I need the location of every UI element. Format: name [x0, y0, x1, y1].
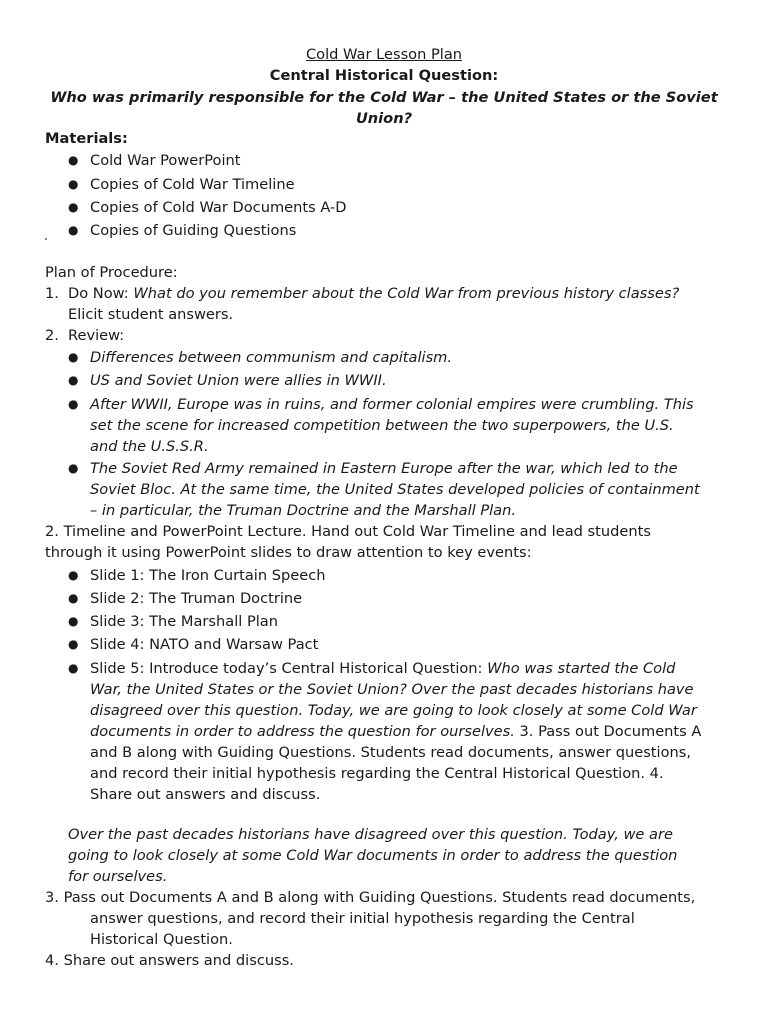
bullet-icon: ●	[68, 223, 79, 237]
review-item	[90, 394, 694, 415]
slide5-italic: War, the United States or the Soviet Union? Over the past decades historians have	[90, 681, 694, 698]
slide5-text: 3. Pass out Documents A	[514, 723, 702, 740]
review-item	[90, 370, 387, 391]
slide5-lead: Slide 5: Introduce today’s Central Historical Question:	[90, 660, 488, 677]
step3-line: 3. Pass out Documents A and B along with Guiding Questions. Students read documents,	[45, 889, 696, 906]
bullet-icon: ●	[68, 373, 79, 387]
slide5-line: and B along with Guiding Questions. Students read documents, answer questions,	[90, 744, 692, 761]
review-item-text: Differences between communism and capitalism.	[90, 349, 453, 366]
review-item-cont	[90, 479, 700, 500]
slide-item: Slide 3: The Marshall Plan	[90, 613, 279, 630]
slide5-line	[90, 721, 701, 742]
slide5-line: Share out answers and discuss.	[90, 786, 321, 803]
bullet-icon: ●	[68, 153, 79, 167]
bullet-icon: ●	[68, 461, 79, 475]
review-item-text: set the scene for increased competition between the two superpowers, the U.S.	[90, 417, 674, 434]
procedure-label: Plan of Procedure:	[45, 264, 178, 281]
bullet-icon: ●	[68, 350, 79, 364]
slide5-line	[90, 679, 694, 700]
materials-item: Copies of Guiding Questions	[90, 222, 297, 239]
italic-para-line	[68, 866, 167, 887]
central-question-text: Who was primarily responsible for the Cold War – the United States or the Soviet Union?	[50, 89, 718, 127]
step4-line: 4. Share out answers and discuss.	[45, 952, 294, 969]
materials-label: Materials:	[45, 130, 128, 147]
slide5-italic: documents in order to address the question for ourselves.	[90, 723, 515, 740]
step2-label: Review:	[68, 327, 125, 344]
step3-line: Historical Question.	[90, 931, 233, 948]
step-number: 1.	[45, 285, 59, 302]
materials-item: Copies of Cold War Timeline	[90, 176, 295, 193]
slide-item: Slide 4: NATO and Warsaw Pact	[90, 636, 319, 653]
stray-mark	[45, 238, 47, 240]
slide-item: Slide 2: The Truman Doctrine	[90, 590, 303, 607]
review-item-cont	[90, 436, 209, 457]
step3-line: answer questions, and record their initial hypothesis regarding the Central	[90, 910, 635, 927]
bullet-icon: ●	[68, 200, 79, 214]
step2b-line: through it using PowerPoint slides to draw attention to key events:	[45, 544, 532, 561]
review-item-text: Soviet Bloc. At the same time, the United States developed policies of containment	[90, 481, 700, 498]
central-question-heading: Central Historical Question:	[269, 67, 499, 84]
step1-label: Do Now:	[68, 285, 129, 302]
step-number: 2.	[45, 327, 59, 344]
review-item-text: and the U.S.S.R.	[90, 438, 209, 455]
step1-line	[68, 283, 679, 304]
slide5-line	[90, 700, 697, 721]
bullet-icon: ●	[68, 397, 79, 411]
italic-para-line	[68, 845, 677, 866]
step2b-line: 2. Timeline and PowerPoint Lecture. Hand out Cold War Timeline and lead students	[45, 523, 651, 540]
step1-prompt: What do you remember about the Cold War from previous history classes?	[133, 285, 680, 302]
italic-para-text: Over the past decades historians have disagreed over this question. Today, we are	[68, 826, 673, 843]
review-item-text: US and Soviet Union were allies in WWII.	[90, 372, 387, 389]
bullet-icon: ●	[68, 637, 79, 651]
slide5-line	[90, 658, 675, 679]
italic-para-text: going to look closely at some Cold War documents in order to address the question	[68, 847, 678, 864]
review-item	[90, 347, 452, 368]
review-item-cont	[90, 500, 516, 521]
bullet-icon: ●	[68, 661, 79, 675]
review-item-text: After WWII, Europe was in ruins, and former colonial empires were crumbling. This	[90, 396, 694, 413]
review-item	[90, 458, 678, 479]
italic-para-text: for ourselves.	[68, 868, 168, 885]
slide5-italic: disagreed over this question. Today, we are going to look closely at some Cold War	[90, 702, 697, 719]
materials-item: Copies of Cold War Documents A-D	[90, 199, 347, 216]
bullet-icon: ●	[68, 614, 79, 628]
bullet-icon: ●	[68, 568, 79, 582]
document-title: Cold War Lesson Plan	[305, 46, 463, 63]
step1-followup: Elicit student answers.	[68, 306, 234, 323]
materials-item: Cold War PowerPoint	[90, 152, 241, 169]
slide5-italic: Who was started the Cold	[487, 660, 676, 677]
slide5-line: and record their initial hypothesis regarding the Central Historical Question. 4.	[90, 765, 664, 782]
slide-item: Slide 1: The Iron Curtain Speech	[90, 567, 326, 584]
bullet-icon: ●	[68, 177, 79, 191]
italic-para-line	[68, 824, 673, 845]
bullet-icon: ●	[68, 591, 79, 605]
review-item-cont	[90, 415, 674, 436]
review-item-text: The Soviet Red Army remained in Eastern Europe after the war, which led to the	[90, 460, 678, 477]
review-item-text: – in particular, the Truman Doctrine and the Marshall Plan.	[90, 502, 517, 519]
